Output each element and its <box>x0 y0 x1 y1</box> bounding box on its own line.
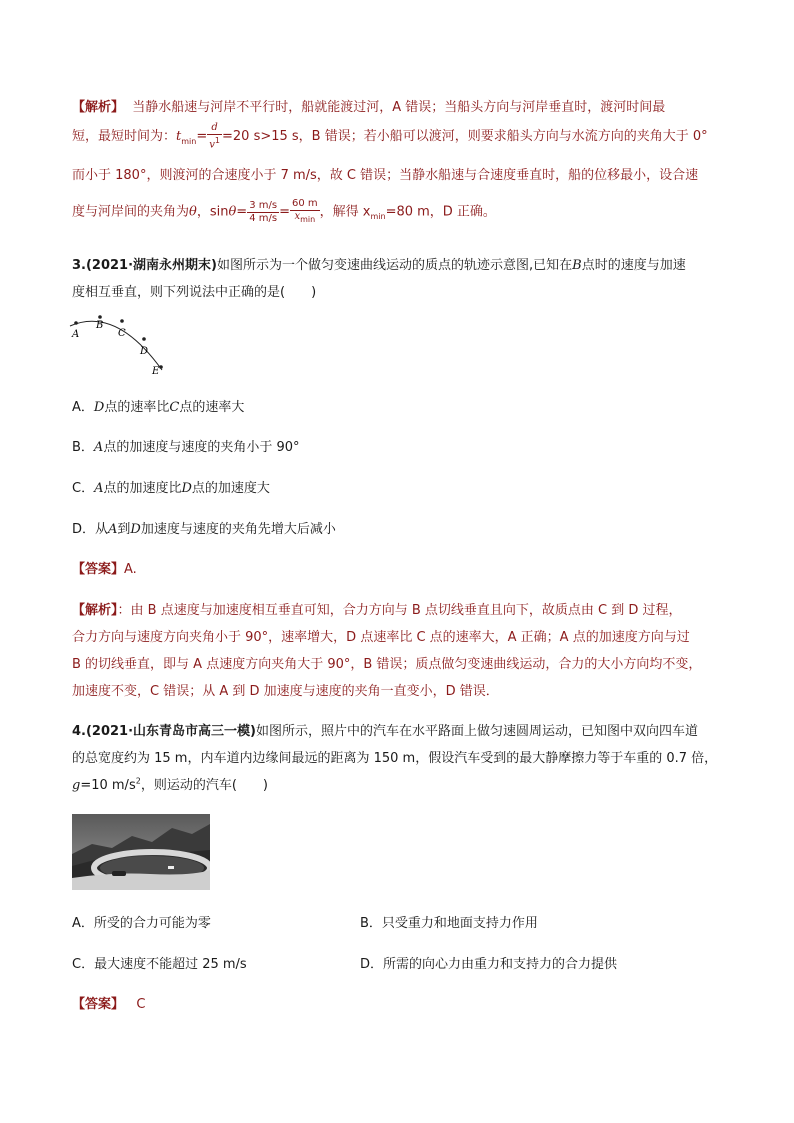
fraction-d-v1: $\frac{d}{v^1}$ <box>209 122 220 151</box>
analysis2-line3: B 的切线垂直，即与 A 点速度方向夹角大于 90°，B 错误；质点做匀变速曲线运动，合力的大小方向均不变， <box>72 657 702 672</box>
q3-answer: 【答案】A. <box>72 562 137 577</box>
q3-option-b[interactable]: B．A点的加速度与速度的夹角小于 90° <box>72 440 300 455</box>
q4-stem-line1: 4.(2021·山东青岛市高三一模)如图所示，照片中的汽车在水平路面上做匀速圆周运动，已知图中双向四车道 <box>72 724 699 739</box>
question-source: (2021·湖南永州期末) <box>85 258 217 273</box>
point-d-dot <box>142 337 146 341</box>
fraction-60-xmin: $\frac{60 m}{x_{min}}$ <box>291 198 318 224</box>
point-b-dot <box>98 315 102 319</box>
analysis1-line2: 短，最短时间为：$t_{min}=$ $\frac{d}{v^1}$ =20 s>15 s，B 错误；若小船可以渡河，则要求船头方向与水流方向的夹角大于 0° <box>72 122 708 151</box>
point-e-dot <box>159 365 163 369</box>
point-a-label: A <box>72 329 80 340</box>
q3-option-d[interactable]: D．从A到D加速度与速度的夹角先增大后减小 <box>72 522 336 537</box>
q4-stem-line3: g=10 $m/s^2$，则运动的汽车( ) <box>72 776 268 793</box>
q3-stem-line1: 3.(2021·湖南永州期末)如图所示为一个做匀变速曲线运动的质点的轨迹示意图,已知在B点时的速度与加速 <box>72 258 686 273</box>
fraction-3-4: $\frac{3 m/s}{4 m/s}$ <box>249 199 278 224</box>
q4-option-d[interactable]: D．所需的向心力由重力和支持力的合力提供 <box>360 957 618 972</box>
q3-option-c[interactable]: C．A点的加速度比D点的加速度大 <box>72 481 270 496</box>
analysis-tag: 【解析】 <box>72 100 125 115</box>
point-b-label: B <box>96 320 104 331</box>
q4-option-c[interactable]: C．最大速度不能超过 25 m/s <box>72 957 247 972</box>
q4-option-a[interactable]: A．所受的合力可能为零 <box>72 916 211 931</box>
point-e-label: E <box>152 366 160 376</box>
point-c-label: C <box>118 328 126 339</box>
question-source: (2021·山东青岛市高三一模) <box>85 724 256 739</box>
q3-stem-line2: 度相互垂直，则下列说法中正确的是( ) <box>72 285 317 300</box>
q4-option-b[interactable]: B．只受重力和地面支持力作用 <box>360 916 538 931</box>
analysis1-line1: 【解析】 当静水船速与河岸不平行时，船就能渡过河，A 错误；当船头方向与河岸垂直时，渡河时间最 <box>72 100 666 115</box>
q4-stem-line2: 的总宽度约为 15 m，内车道内边缘间最远的距离为 150 m，假设汽车受到的最大静摩擦力等于车重的 0.7 倍， <box>72 751 718 766</box>
analysis2-line1: 【解析】：由 B 点速度与加速度相互垂直可知，合力方向与 B 点切线垂直且向下，故质点由 C 到 D 过程， <box>72 603 682 618</box>
point-a-dot <box>74 321 78 325</box>
point-d-label: D <box>140 346 149 357</box>
analysis2-line2: 合力方向与速度方向夹角小于 90°，速率增大，D 点速率比 C 点的速率大，A 正确；A 点的加速度方向与过 <box>72 630 690 645</box>
trajectory-figure <box>66 314 176 376</box>
point-c-dot <box>120 319 124 323</box>
analysis1-line3: 而小于 180°，则渡河的合速度小于 7 m/s，故 C 错误；当静水船速与合速度垂直时，船的位移最小，设合速 <box>72 168 699 183</box>
q4-answer: 【答案】 C <box>72 997 146 1012</box>
road-photo <box>72 814 210 890</box>
trajectory-curve <box>70 321 162 370</box>
analysis1-line4: 度与河岸间的夹角为θ，sinθ= $\frac{3 m/s}{4 m/s}$ = $\frac{60 m}{x_{min}}$ ，解得 $x_{min}=80$ m，D 正确。 <box>72 198 496 224</box>
analysis-tag: 【解析】 <box>72 603 118 618</box>
q3-option-a[interactable]: A．D点的速率比C点的速率大 <box>72 400 245 415</box>
car-icon <box>112 871 126 876</box>
analysis2-line4: 加速度不变，C 错误；从 A 到 D 加速度与速度的夹角一直变小，D 错误． <box>72 684 499 699</box>
